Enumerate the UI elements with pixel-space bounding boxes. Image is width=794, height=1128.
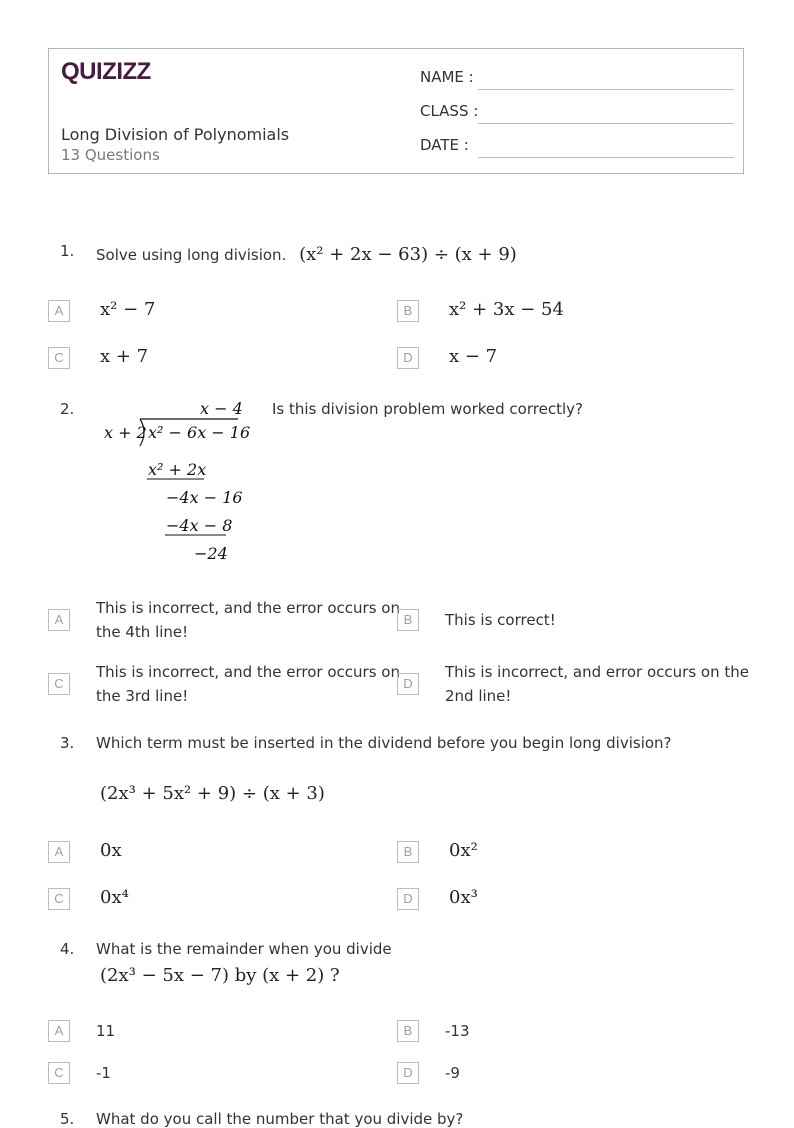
work-quotient: x − 4 [200,399,243,418]
class-field[interactable] [420,100,734,124]
q2-option-d-line-2: 2nd line! [445,687,512,705]
question-5-number: 5. [60,1110,75,1128]
question-5-text: What do you call the number that you divide by? [96,1110,464,1128]
q3-option-d-text[interactable]: 0x³ [449,887,478,908]
date-line[interactable] [478,157,734,158]
q4-option-b-text[interactable]: -13 [445,1022,470,1040]
q4-option-d-letter[interactable]: D [397,1062,419,1084]
q2-option-d-text[interactable] [445,660,749,708]
q2-option-b-text[interactable] [445,608,556,632]
q2-option-b-line-1: This is correct! [445,611,556,629]
question-2-text: Is this division problem worked correctly? [272,400,583,418]
class-line[interactable] [478,123,734,124]
question-3-number: 3. [60,734,75,752]
q3-option-a-text[interactable]: 0x [100,840,122,861]
work-dividend: x² − 6x − 16 [148,423,250,442]
q2-option-c-letter[interactable]: C [48,673,70,695]
date-label: DATE : [420,136,469,154]
name-label: NAME : [420,68,474,86]
q4-option-c-letter[interactable]: C [48,1062,70,1084]
name-line[interactable] [478,89,734,90]
q1-option-b-letter[interactable]: B [397,300,419,322]
work-line-3: −4x − 8 [166,516,233,535]
question-4-number: 4. [60,940,75,958]
q2-option-d-letter[interactable]: D [397,673,419,695]
q3-option-c-text[interactable]: 0x⁴ [100,887,129,908]
q1-option-a-text[interactable]: x² − 7 [100,299,156,320]
quizizz-logo: QUIZIZZ [61,58,151,85]
question-3-text: Which term must be inserted in the dividend before you begin long division? [96,734,672,752]
q2-option-a-line-2: the 4th line! [96,623,189,641]
q2-option-c-text[interactable] [96,660,400,708]
long-division-work [100,396,250,566]
q2-option-c-line-1: This is incorrect, and the error occurs on [96,663,400,681]
work-line-1: x² + 2x [148,460,207,479]
q1-option-d-text[interactable]: x − 7 [449,346,498,367]
q4-option-a-text[interactable]: 11 [96,1022,116,1040]
q1-option-a-letter[interactable]: A [48,300,70,322]
question-count: 13 Questions [61,146,160,164]
q4-option-a-letter[interactable]: A [48,1020,70,1042]
question-1-number: 1. [60,242,75,260]
date-field[interactable] [420,134,734,158]
question-3-expression: (2x³ + 5x² + 9) ÷ (x + 3) [100,783,325,804]
worksheet-title: Long Division of Polynomials [61,125,290,144]
q4-option-d-text[interactable]: -9 [445,1064,460,1082]
question-4-expression: (2x³ − 5x − 7) by (x + 2) ? [100,965,340,986]
q2-option-d-line-1: This is incorrect, and error occurs on the [445,663,749,681]
q3-option-a-letter[interactable]: A [48,841,70,863]
q2-option-a-text[interactable] [96,596,400,644]
worksheet-header [48,48,744,174]
work-divisor: x + 2 [104,423,147,442]
q1-option-c-letter[interactable]: C [48,347,70,369]
q1-option-b-text[interactable]: x² + 3x − 54 [449,299,564,320]
q4-option-b-letter[interactable]: B [397,1020,419,1042]
q2-option-b-letter[interactable]: B [397,609,419,631]
q2-option-a-letter[interactable]: A [48,609,70,631]
q3-option-d-letter[interactable]: D [397,888,419,910]
class-label: CLASS : [420,102,479,120]
name-field[interactable] [420,66,734,90]
q3-option-c-letter[interactable]: C [48,888,70,910]
q2-option-c-line-2: the 3rd line! [96,687,189,705]
question-2-number: 2. [60,400,75,418]
work-line-4: −24 [194,544,228,563]
q1-option-d-letter[interactable]: D [397,347,419,369]
q1-option-c-text[interactable]: x + 7 [100,346,149,367]
work-line-2: −4x − 16 [166,488,243,507]
q3-option-b-letter[interactable]: B [397,841,419,863]
question-4-text: What is the remainder when you divide [96,940,392,958]
question-1-expression: (x² + 2x − 63) ÷ (x + 9) [299,244,517,265]
q3-option-b-text[interactable]: 0x² [449,840,478,861]
question-1-prompt: Solve using long division. [96,246,287,264]
q2-option-a-line-1: This is incorrect, and the error occurs on [96,599,400,617]
q4-option-c-text[interactable]: -1 [96,1064,111,1082]
question-1-text [96,244,517,265]
